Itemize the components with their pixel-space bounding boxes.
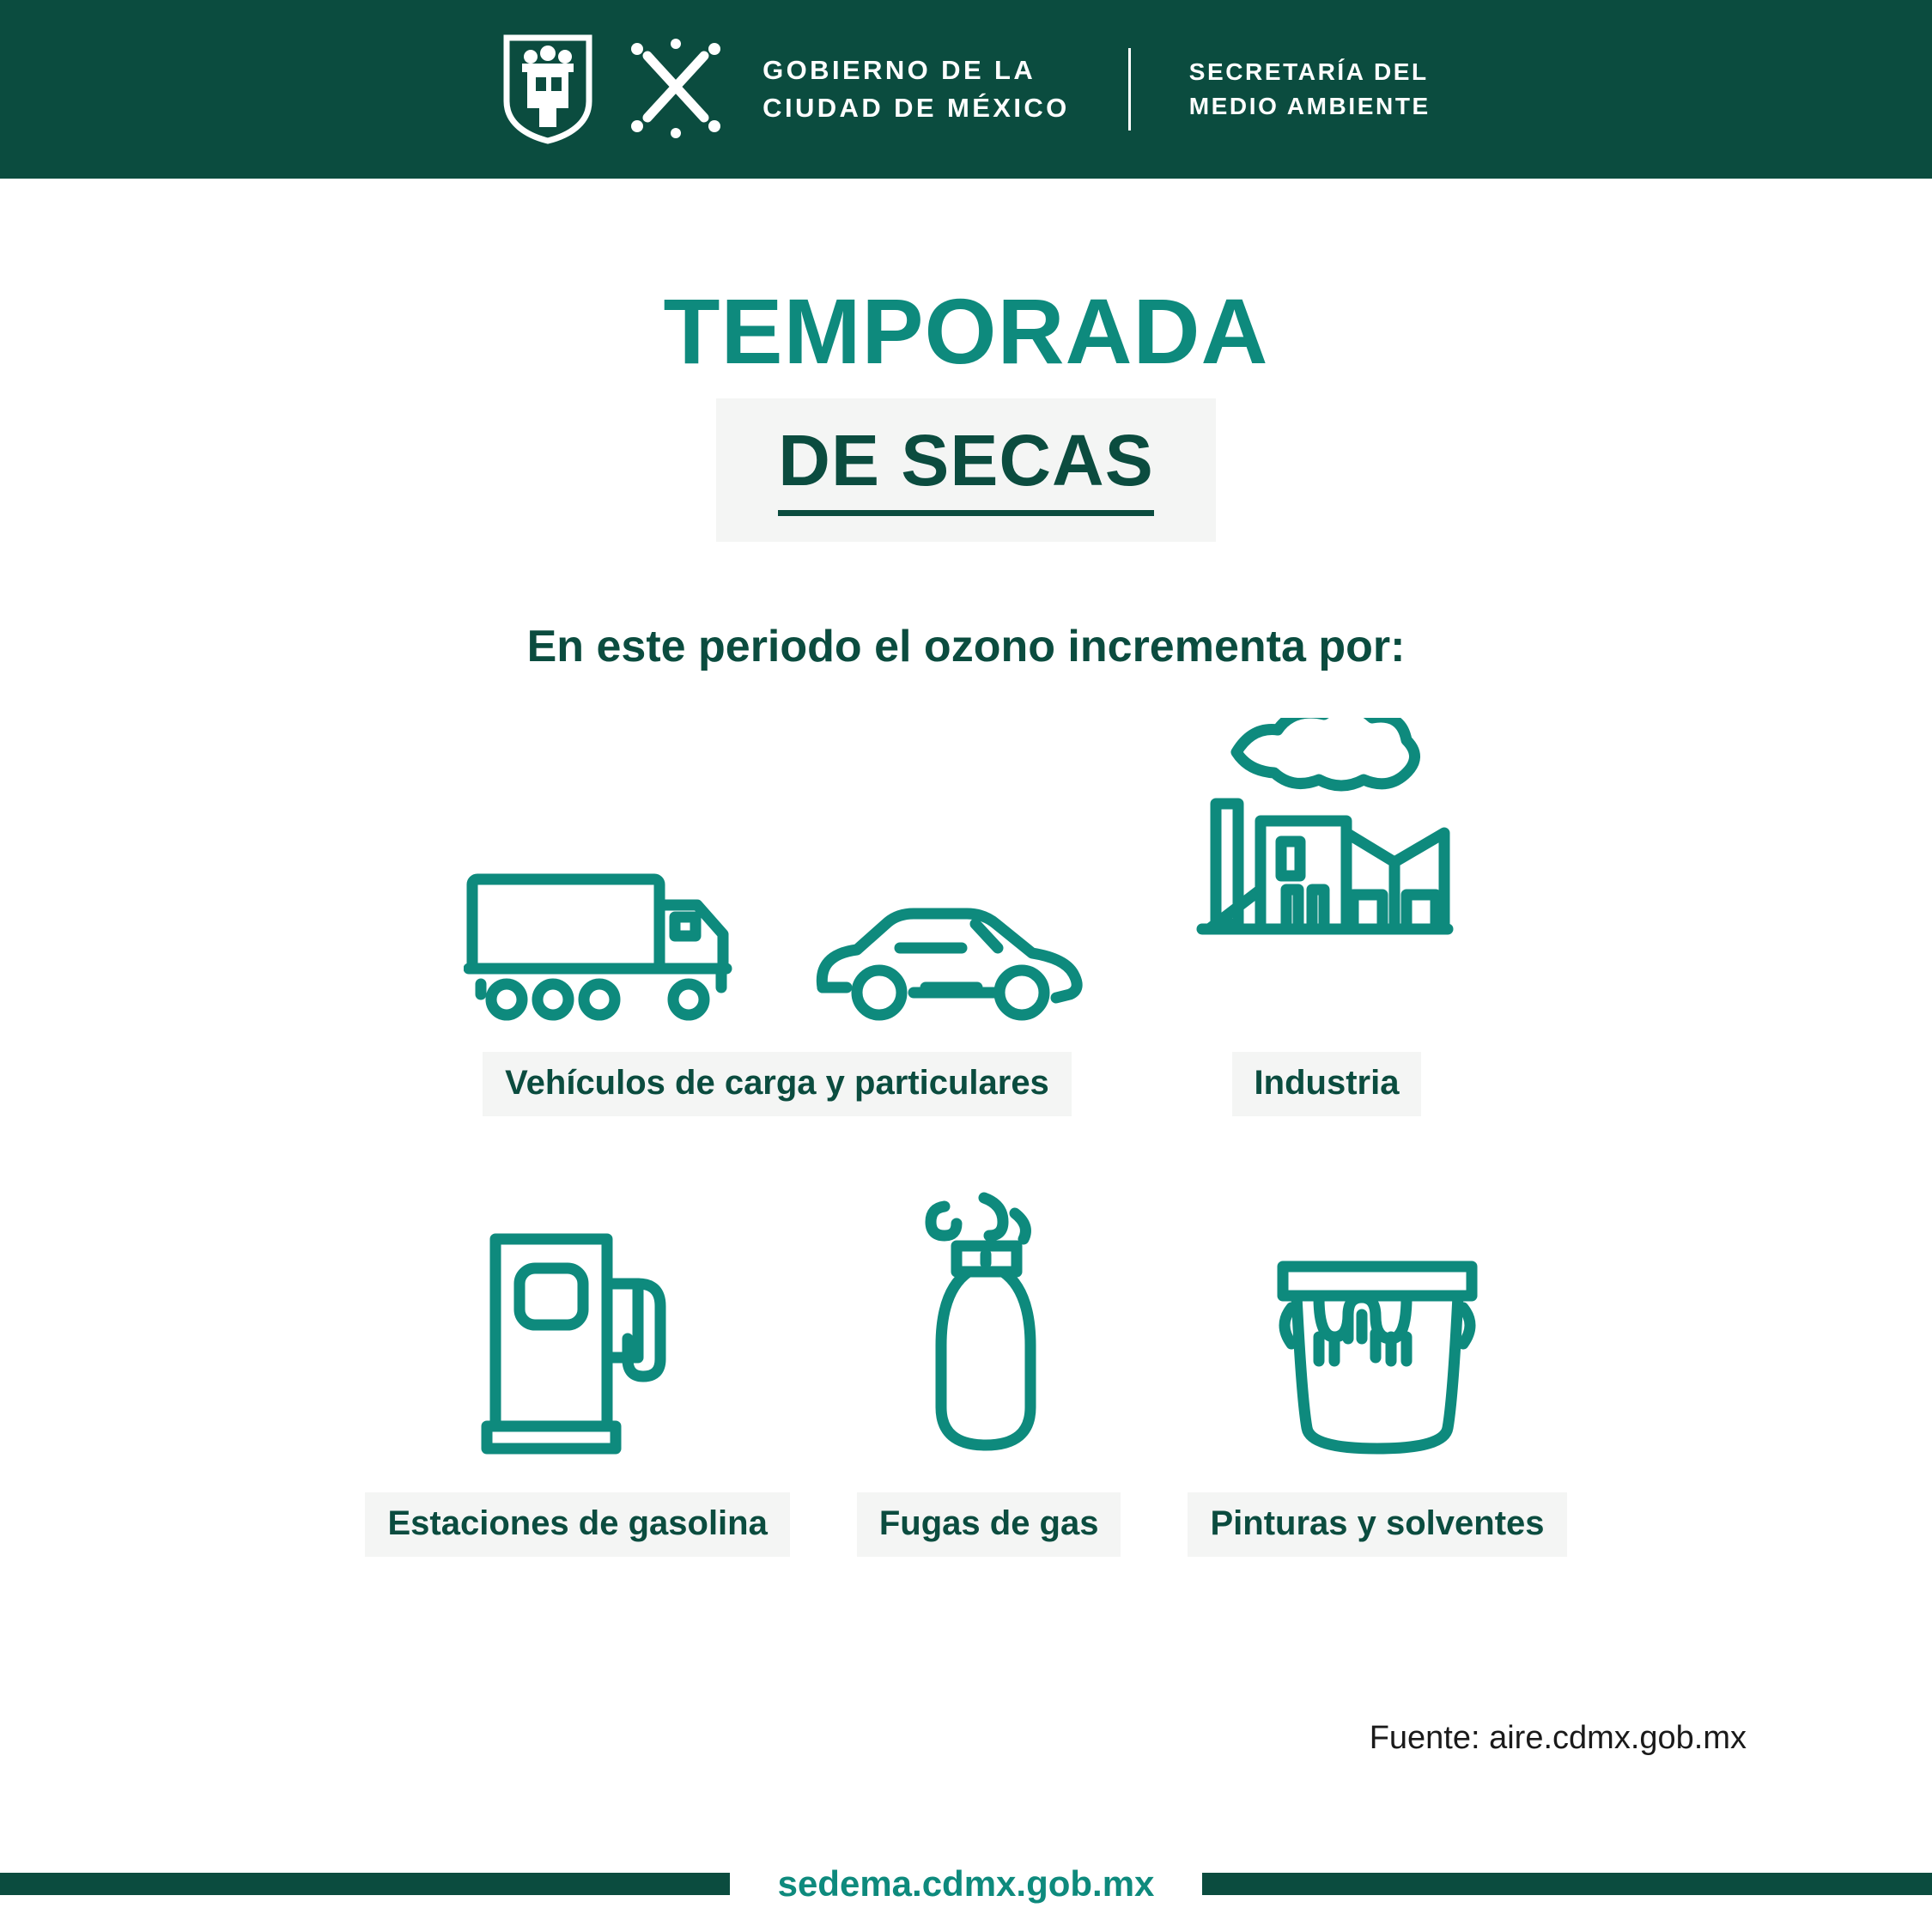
paint-bucket-icon (1266, 1236, 1489, 1472)
caption-industry: Industria (1232, 1052, 1422, 1116)
page-title-secondary: DE SECAS (778, 421, 1153, 516)
page-title-primary: TEMPORADA (663, 279, 1269, 383)
page-title-secondary-box (716, 398, 1215, 542)
page-header (0, 0, 1932, 179)
gas-cylinder-icon (895, 1184, 1084, 1472)
sec-line-1: SECRETARÍA DEL (1188, 58, 1429, 85)
source-item-industry (1185, 722, 1468, 1116)
title-block (0, 179, 1932, 542)
subtitle: En este periodo el ozono incrementa por: (526, 622, 1406, 671)
gas-pump-icon (466, 1201, 690, 1472)
footer-bar-left (0, 1873, 730, 1895)
caption-paints-solvents: Pinturas y solventes (1188, 1492, 1566, 1557)
cdmx-logo-mark-icon (623, 37, 728, 142)
cargo-truck-icon (464, 864, 747, 1031)
main-content (0, 179, 1932, 1836)
header-divider (1128, 48, 1131, 131)
government-wordmark (762, 52, 1070, 127)
caption-gas-stations: Estaciones de gasolina (365, 1492, 789, 1557)
factory-icon (1185, 718, 1468, 1031)
source-item-gas-stations (365, 1206, 789, 1557)
car-icon (807, 898, 1091, 1031)
page-footer (0, 1836, 1932, 1932)
source-item-paints-solvents (1188, 1206, 1566, 1557)
sources-row-1 (0, 722, 1932, 1116)
source-item-gas-leaks (857, 1206, 1121, 1557)
cdmx-coat-of-arms-icon (501, 34, 594, 144)
source-note: Fuente: aire.cdmx.gob.mx (1369, 1720, 1747, 1756)
footer-website-link[interactable]: sedema.cdmx.gob.mx (777, 1863, 1155, 1904)
sec-line-2: MEDIO AMBIENTE (1188, 93, 1431, 119)
caption-gas-leaks: Fugas de gas (857, 1492, 1121, 1557)
footer-bar-right (1202, 1873, 1932, 1895)
sources-row-2 (0, 1206, 1932, 1557)
secretariat-wordmark (1189, 55, 1431, 124)
source-item-vehicles (464, 722, 1091, 1116)
gov-line-1: GOBIERNO DE LA (762, 55, 1036, 85)
caption-vehicles: Vehículos de carga y particulares (483, 1052, 1072, 1116)
gov-line-2: CIUDAD DE MÉXICO (762, 93, 1070, 123)
